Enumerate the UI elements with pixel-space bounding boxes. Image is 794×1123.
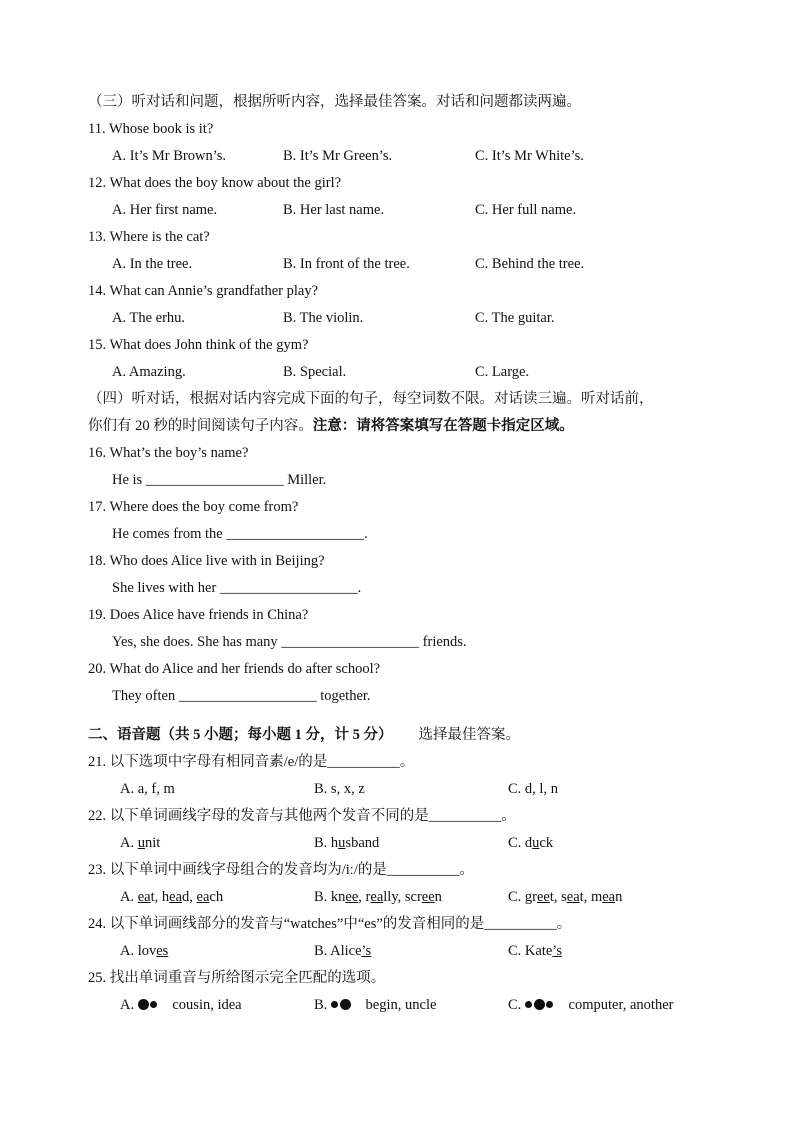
- q12-option-a: A. Her first name.: [112, 202, 218, 218]
- section4-heading-line1: （四）听对话，根据对话内容完成下面的句子，每空词数不限。对话读三遍。听对话前，: [88, 391, 654, 407]
- q25-option-c: C. computer, another: [508, 997, 674, 1013]
- question-20: 20. What do Alice and her friends do after school?: [88, 661, 381, 677]
- q24-option-c: C. Kate’s: [508, 943, 562, 959]
- section4-heading-line2: [88, 413, 574, 440]
- question-15: 15. What does John think of the gym?: [88, 337, 309, 353]
- q15-option-a: A. Amazing.: [112, 364, 186, 380]
- q17-answer-line: He comes from the ___________________.: [112, 526, 368, 542]
- q21-option-c: C. d, l, n: [508, 781, 558, 797]
- question-21: 21. 以下选项中字母有相同音素/e/的是__________。: [88, 754, 415, 770]
- stress-pattern-big-small: [138, 997, 159, 1013]
- q14-option-c: C. The guitar.: [475, 310, 555, 326]
- question-16: 16. What’s the boy’s name?: [88, 445, 249, 461]
- q22-option-c: C. duck: [508, 835, 554, 851]
- q21-option-a: A. a, f, m: [120, 781, 175, 797]
- q11-option-a: A. It’s Mr Brown’s.: [112, 148, 226, 164]
- question-19: 19. Does Alice have friends in China?: [88, 607, 309, 623]
- question-17: 17. Where does the boy come from?: [88, 499, 299, 515]
- question-14: 14. What can Annie’s grandfather play?: [88, 283, 319, 299]
- question-25: 25. 找出单词重音与所给图示完全匹配的选项。: [88, 970, 386, 986]
- q15-option-b: B. Special.: [283, 364, 347, 380]
- q24-option-b: B. Alice’s: [314, 943, 372, 959]
- q23-option-c: C. greet, seat, mean: [508, 889, 623, 905]
- q11-option-b: B. It’s Mr Green’s.: [283, 148, 393, 164]
- q22-option-b: B. husband: [314, 835, 380, 851]
- question-12: 12. What does the boy know about the girl?: [88, 175, 342, 191]
- question-22: 22. 以下单词画线字母的发音与其他两个发音不同的是__________。: [88, 808, 516, 824]
- q14-option-a: A. The erhu.: [112, 310, 186, 326]
- q23-option-b: B. knee, really, screen: [314, 889, 442, 905]
- part2-heading-plain: 选择最佳答案。: [418, 727, 520, 743]
- q11-option-c: C. It’s Mr White’s.: [475, 148, 584, 164]
- q13-option-c: C. Behind the tree.: [475, 256, 585, 272]
- q12-option-c: C. Her full name.: [475, 202, 577, 218]
- section3-heading: （三）听对话和问题，根据所听内容，选择最佳答案。对话和问题都读两遍。: [88, 94, 581, 110]
- q22-option-a: A. unit: [120, 835, 161, 851]
- part2-heading: [88, 722, 520, 749]
- stress-pattern-small-big-small: [525, 997, 555, 1013]
- question-11: 11. Whose book is it?: [88, 121, 214, 137]
- stress-pattern-small-big: [331, 997, 352, 1013]
- question-18: 18. Who does Alice live with in Beijing?: [88, 553, 325, 569]
- q13-option-a: A. In the tree.: [112, 256, 193, 272]
- question-13: 13. Where is the cat?: [88, 229, 210, 245]
- q20-answer-line: They often ___________________ together.: [112, 688, 371, 704]
- question-23: 23. 以下单词中画线字母组合的发音均为/iː/的是__________。: [88, 862, 474, 878]
- q16-answer-line: He is ___________________ Miller.: [112, 472, 327, 488]
- q23-option-a: A. eat, head, each: [120, 889, 224, 905]
- q18-answer-line: She lives with her ___________________.: [112, 580, 362, 596]
- q21-option-b: B. s, x, z: [314, 781, 365, 797]
- q19-answer-line: Yes, she does. She has many ___________________ friends.: [112, 634, 467, 650]
- part2-heading-bold: 二、语音题（共 5 小题；每小题 1 分，计 5 分）: [88, 727, 393, 743]
- section4-heading-plain: 你们有 20 秒的时间阅读句子内容。: [88, 418, 313, 434]
- q14-option-b: B. The violin.: [283, 310, 364, 326]
- q25-option-a: A. cousin, idea: [120, 997, 242, 1013]
- question-24: 24. 以下单词画线部分的发音与“watches”中“es”的发音相同的是__________。: [88, 916, 572, 932]
- q24-option-a: A. loves: [120, 943, 169, 959]
- section4-notice: 注意：请将答案填写在答题卡指定区域。: [312, 418, 574, 434]
- q15-option-c: C. Large.: [475, 364, 530, 380]
- q25-option-b: B. begin, uncle: [314, 997, 437, 1013]
- q13-option-b: B. In front of the tree.: [283, 256, 410, 272]
- q12-option-b: B. Her last name.: [283, 202, 385, 218]
